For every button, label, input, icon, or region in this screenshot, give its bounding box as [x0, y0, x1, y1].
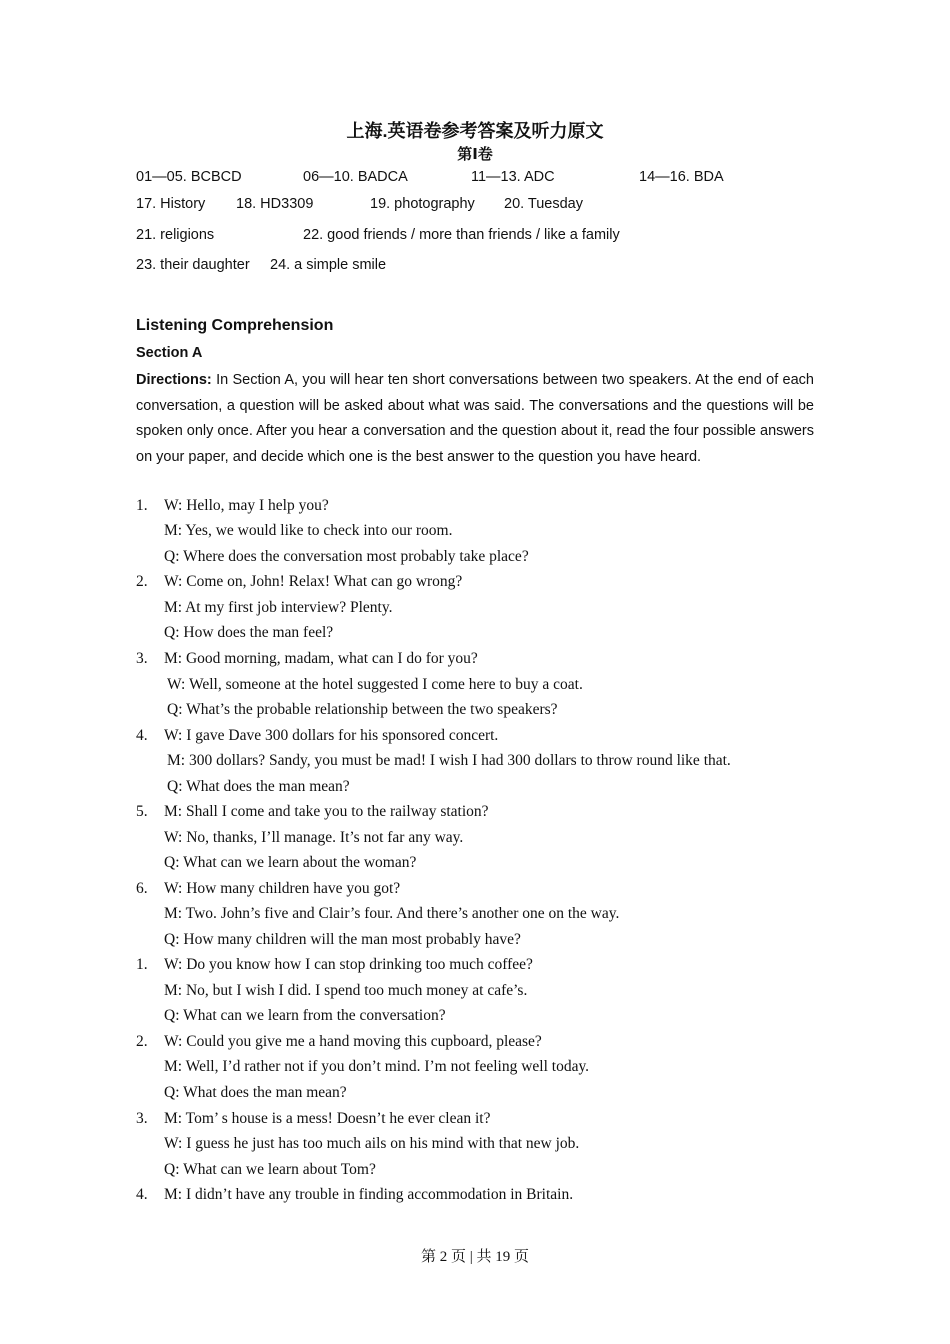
conversation-line: Q: What does the man mean? — [164, 1084, 347, 1101]
answer-item: 18. HD3309 — [236, 196, 314, 212]
answer-item: 22. good friends / more than friends / like a family — [303, 227, 620, 243]
answer-item: 06—10. BADCA — [303, 169, 408, 185]
conversation-line: Q: What can we learn about the woman? — [164, 854, 417, 871]
answer-item: 24. a simple smile — [270, 257, 387, 273]
conversation-line: W: Well, someone at the hotel suggested I come here to buy a coat. — [167, 676, 583, 693]
conversation-line: M: Two. John’s five and Clair’s four. And there’s another one on the way. — [164, 905, 620, 922]
conversation-line: M: Good morning, madam, what can I do for you? — [164, 650, 478, 667]
conversation-line: Q: How many children will the man most probably have? — [164, 931, 521, 948]
conversation-line: Q: What can we learn from the conversation? — [164, 1007, 446, 1024]
answer-item: 20. Tuesday — [504, 196, 583, 212]
conversation-number: 2. — [136, 1033, 148, 1050]
directions-paragraph — [136, 368, 814, 470]
directions-text: In Section A, you will hear ten short conversations between two speakers. At the end of each conversation, a question will be asked about what was said. The conversations and the questions will be spoken only once. After you hear a conversation and the question about it, read the four possible answers on your paper, and decide which one is the best answer to the question you have heard. — [136, 372, 814, 465]
conversation-line: Q: What’s the probable relationship between the two speakers? — [167, 701, 558, 718]
conversation-line: W: Come on, John! Relax! What can go wrong? — [164, 573, 463, 590]
conversation-line: W: No, thanks, I’ll manage. It’s not far any way. — [164, 829, 464, 846]
conversation-line: Q: How does the man feel? — [164, 624, 334, 641]
conversation-line: W: Could you give me a hand moving this cupboard, please? — [164, 1033, 542, 1050]
conversation-number: 4. — [136, 1186, 148, 1203]
conversation-line: W: I gave Dave 300 dollars for his sponsored concert. — [164, 727, 499, 744]
document-title: 上海.英语卷参考答案及听力原文 — [346, 121, 604, 141]
conversation-number: 4. — [136, 727, 148, 744]
answer-item: 01—05. BCBCD — [136, 169, 242, 185]
conversation-number: 5. — [136, 803, 148, 820]
conversation-line: M: Shall I come and take you to the railway station? — [164, 803, 489, 820]
answer-item: 14—16. BDA — [639, 169, 724, 185]
document-subtitle: 第Ⅰ卷 — [457, 146, 493, 163]
conversation-line: W: Do you know how I can stop drinking too much coffee? — [164, 956, 533, 973]
conversation-line: W: I guess he just has too much ails on his mind with that new job. — [164, 1135, 580, 1152]
answer-item: 17. History — [136, 196, 206, 212]
conversation-line: Q: Where does the conversation most probably take place? — [164, 548, 529, 565]
answer-item: 19. photography — [370, 196, 475, 212]
page-footer: 第 2 页 | 共 19 页 — [420, 1249, 529, 1265]
conversation-number: 2. — [136, 573, 148, 590]
conversation-line: W: How many children have you got? — [164, 880, 401, 897]
conversation-line: M: No, but I wish I did. I spend too much money at cafe’s. — [164, 982, 528, 999]
answer-item: 11—13. ADC — [471, 169, 555, 185]
answer-item: 23. their daughter — [136, 257, 250, 273]
conversation-line: M: 300 dollars? Sandy, you must be mad! I wish I had 300 dollars to throw round like that. — [167, 752, 731, 769]
conversation-line: Q: What does the man mean? — [167, 778, 350, 795]
conversation-line: M: Tom’ s house is a mess! Doesn’t he ever clean it? — [164, 1110, 491, 1127]
subsection-heading: Section A — [136, 345, 203, 361]
conversation-number: 3. — [136, 1110, 148, 1127]
section-heading: Listening Comprehension — [136, 317, 334, 334]
conversation-line: M: Yes, we would like to check into our room. — [164, 522, 453, 539]
conversation-number: 6. — [136, 880, 148, 897]
conversation-line: Q: What can we learn about Tom? — [164, 1161, 376, 1178]
conversation-line: M: At my first job interview? Plenty. — [164, 599, 393, 616]
conversation-line: M: I didn’t have any trouble in finding accommodation in Britain. — [164, 1186, 574, 1203]
conversation-number: 3. — [136, 650, 148, 667]
conversation-number: 1. — [136, 497, 148, 514]
conversation-number: 1. — [136, 956, 148, 973]
directions-label: Directions: — [136, 372, 212, 388]
conversation-line: W: Hello, may I help you? — [164, 497, 329, 514]
answer-item: 21. religions — [136, 227, 215, 243]
conversation-line: M: Well, I’d rather not if you don’t mind. I’m not feeling well today. — [164, 1058, 590, 1075]
